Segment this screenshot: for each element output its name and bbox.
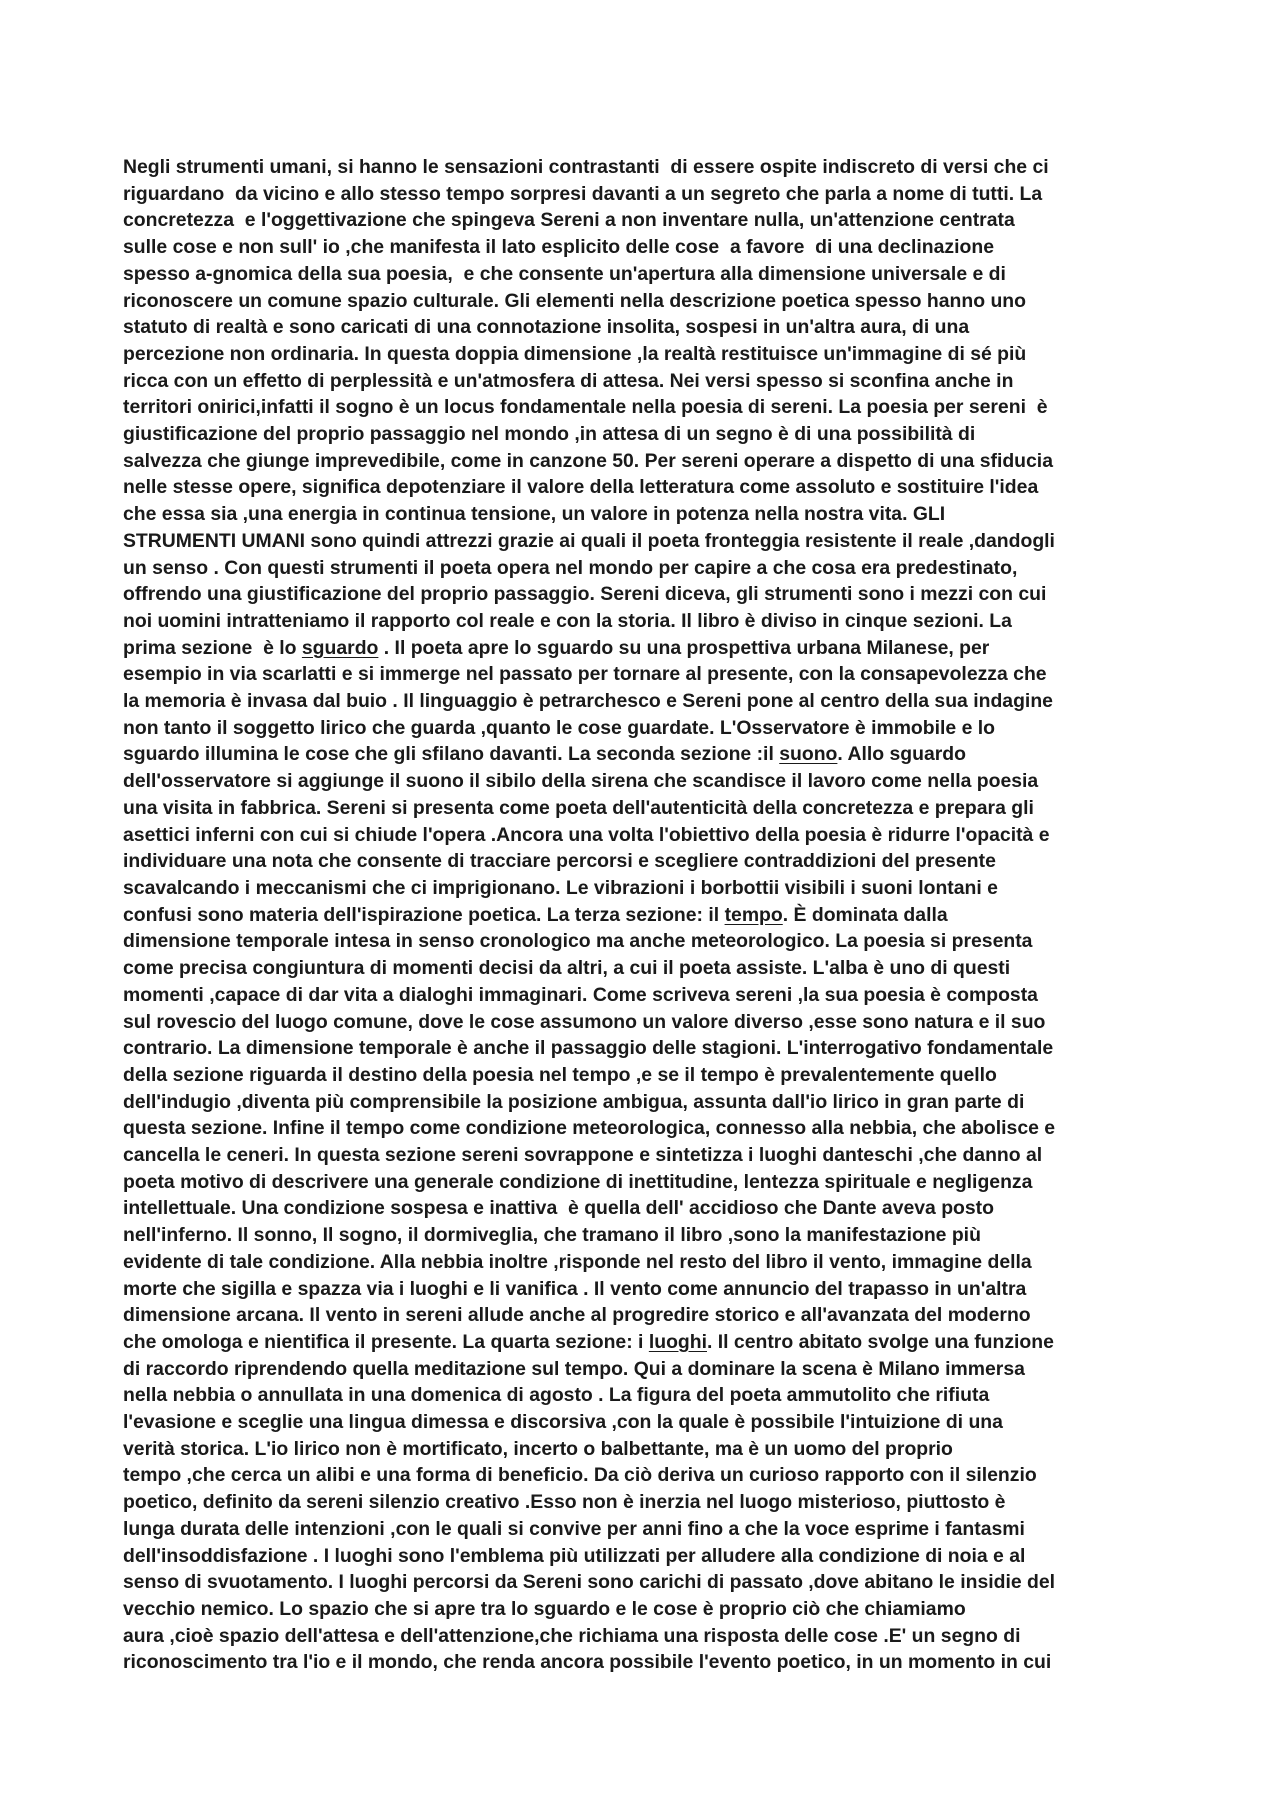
text-line: verità storica. L'io lirico non è mortificato, incerto o balbettante, ma è un uomo del proprio: [123, 1437, 953, 1460]
text-line: tempo ,che cerca un alibi e una forma di beneficio. Da ciò deriva un curioso rapporto con il silenzio: [123, 1464, 1037, 1487]
text-line: sulle cose e non sull' io ,che manifesta il lato esplicito delle cose a favore di una declinazione: [123, 236, 994, 259]
text-line: salvezza che giunge imprevedibile, come in canzone 50. Per sereni operare a dispetto di una sfiducia: [123, 449, 1053, 472]
section-term-tempo: tempo: [724, 903, 783, 926]
text-line: esempio in via scarlatti e si immerge nel passato per tornare al presente, con la consapevolezza che: [123, 663, 1047, 686]
text-line: dell'insoddisfazione . I luoghi sono l'emblema più utilizzati per alludere alla condizione di noia e al: [123, 1544, 1026, 1567]
text-fragment: prima sezione è lo: [123, 636, 302, 659]
text-line: cancella le ceneri. In questa sezione sereni sovrappone e sintetizza i luoghi danteschi ,che danno al: [123, 1144, 1043, 1167]
text-line: ricca con un effetto di perplessità e un'atmosfera di attesa. Nei versi spesso si sconfina anche in: [123, 369, 1014, 392]
text-line: di raccordo riprendendo quella meditazione sul tempo. Qui a dominare la scena è Milano immersa: [123, 1357, 1025, 1380]
text-line: noi uomini intratteniamo il rapporto col reale e con la storia. Il libro è diviso in cinque sezioni. La: [123, 609, 1012, 632]
text-line: individuare una nota che consente di tracciare percorsi e scegliere contraddizioni del presente: [123, 850, 996, 873]
text-line: intellettuale. Una condizione sospesa e inattiva è quella dell' accidioso che Dante aveva posto: [123, 1197, 994, 1220]
text-line: nelle stesse opere, significa depotenziare il valore della letteratura come assoluto e sostituire l'idea: [123, 476, 1039, 499]
text-line: che essa sia ,una energia in continua tensione, un valore in potenza nella nostra vita. GLI: [123, 503, 946, 526]
text-line: una visita in fabbrica. Sereni si presenta come poeta dell'autenticità della concretezza e prepara gli: [123, 796, 1034, 819]
text-line: evidente di tale condizione. Alla nebbia inoltre ,risponde nel resto del libro il vento, immagine della: [123, 1250, 1032, 1273]
text-line: un senso . Con questi strumenti il poeta opera nel mondo per capire a che cosa era predestinato,: [123, 556, 1018, 579]
text-line: contrario. La dimensione temporale è anche il passaggio delle stagioni. L'interrogativo fondamentale: [123, 1037, 1054, 1060]
text-line: concretezza e l'oggettivazione che spingeva Sereni a non inventare nulla, un'attenzione centrata: [123, 209, 1015, 232]
text-line: questa sezione. Infine il tempo come condizione meteorologica, connesso alla nebbia, che abolisce e: [123, 1117, 1056, 1140]
text-line: poetico, definito da sereni silenzio creativo .Esso non è inerzia nel luogo misterioso, piuttosto è: [123, 1491, 1006, 1514]
text-line: poeta motivo di descrivere una generale condizione di inettitudine, lentezza spirituale e negligenza: [123, 1170, 1033, 1193]
text-line: asettici inferni con cui si chiude l'opera .Ancora una volta l'obiettivo della poesia è ridurre l'opacità e: [123, 823, 1050, 846]
text-line: l'evasione e sceglie una lingua dimessa e discorsiva ,con la quale è possibile l'intuizione di una: [123, 1411, 1003, 1434]
text-line: spesso a-gnomica della sua poesia, e che consente un'apertura alla dimensione universale e di: [123, 262, 1006, 285]
text-line: STRUMENTI UMANI sono quindi attrezzi grazie ai quali il poeta fronteggia resistente il reale ,dandogli: [123, 529, 1055, 552]
text-line: giustificazione del proprio passaggio nel mondo ,in attesa di un segno è di una possibilità di: [123, 423, 976, 446]
text-line: la memoria è invasa dal buio . Il linguaggio è petrarchesco e Sereni pone al centro della sua indagine: [123, 690, 1053, 713]
text-line: della sezione riguarda il destino della poesia nel tempo ,e se il tempo è prevalentemente quello: [123, 1063, 997, 1086]
text-line: momenti ,capace di dar vita a dialoghi immaginari. Come scriveva sereni ,la sua poesia è composta: [123, 983, 1038, 1006]
text-line: dell'indugio ,diventa più comprensibile la posizione ambigua, assunta dall'io lirico in gran parte di: [123, 1090, 1025, 1113]
text-line-section-suono: [123, 741, 1163, 768]
text-line: riguardano da vicino e allo stesso tempo sorpresi davanti a un segreto che parla a nome di tutti. La: [123, 182, 1043, 205]
text-line: dell'osservatore si aggiunge il suono il sibilo della sirena che scandisce il lavoro come nella poesia: [123, 770, 1039, 793]
text-line-section-tempo: [123, 902, 1163, 929]
text-line: offrendo una giustificazione del proprio passaggio. Sereni diceva, gli strumenti sono i mezzi con cui: [123, 583, 1047, 606]
section-term-suono: suono: [779, 743, 838, 766]
text-line-section-sguardo: [123, 635, 1163, 662]
text-fragment: sguardo illumina le cose che gli sfilano davanti. La seconda sezione :il: [123, 743, 780, 766]
text-line: vecchio nemico. Lo spazio che si apre tra lo sguardo e le cose è proprio ciò che chiamiamo: [123, 1597, 966, 1620]
text-fragment: . Allo sguardo: [837, 743, 966, 766]
document-body: [123, 154, 1163, 1676]
text-fragment: . Il poeta apre lo sguardo su una prospettiva urbana Milanese, per: [378, 636, 990, 659]
text-fragment: che omologa e nientifica il presente. La quarta sezione: i: [123, 1330, 649, 1353]
text-line: lunga durata delle intenzioni ,con le quali si convive per anni fino a che la voce esprime i fantasmi: [123, 1517, 1025, 1540]
text-line: nella nebbia o annullata in una domenica di agosto . La figura del poeta ammutolito che rifiuta: [123, 1384, 990, 1407]
text-line: aura ,cioè spazio dell'attesa e dell'attenzione,che richiama una risposta delle cose .E' un segno di: [123, 1624, 1021, 1647]
text-fragment: . Il centro abitato svolge una funzione: [707, 1330, 1054, 1353]
text-line-section-luoghi: [123, 1329, 1163, 1356]
text-line: nell'inferno. Il sonno, Il sogno, il dormiveglia, che tramano il libro ,sono la manifestazione più: [123, 1224, 981, 1247]
text-fragment: confusi sono materia dell'ispirazione poetica. La terza sezione: il: [123, 903, 725, 926]
text-line: scavalcando i meccanismi che ci imprigionano. Le vibrazioni i borbottii visibili i suoni lontani e: [123, 876, 998, 899]
text-line: riconoscimento tra l'io e il mondo, che renda ancora possibile l'evento poetico, in un momento in cui: [123, 1651, 1052, 1674]
section-term-sguardo: sguardo: [301, 636, 379, 659]
text-line: dimensione temporale intesa in senso cronologico ma anche meteorologico. La poesia si presenta: [123, 930, 1033, 953]
text-line: dimensione arcana. Il vento in sereni allude anche al progredire storico e all'avanzata del moderno: [123, 1304, 1031, 1327]
text-line: non tanto il soggetto lirico che guarda ,quanto le cose guardate. L'Osservatore è immobile e lo: [123, 716, 995, 739]
text-line: riconoscere un comune spazio culturale. Gli elementi nella descrizione poetica spesso hanno uno: [123, 289, 1026, 312]
section-term-luoghi: luoghi: [648, 1330, 707, 1353]
text-line: sul rovescio del luogo comune, dove le cose assumono un valore diverso ,esse sono natura e il suo: [123, 1010, 1046, 1033]
text-fragment: . È dominata dalla: [782, 903, 948, 926]
text-line: territori onirici,infatti il sogno è un locus fondamentale nella poesia di sereni. La poesia per sereni è: [123, 396, 1048, 419]
text-line: morte che sigilla e spazza via i luoghi e li vanifica . Il vento come annuncio del trapasso in un'altra: [123, 1277, 1027, 1300]
text-line: senso di svuotamento. I luoghi percorsi da Sereni sono carichi di passato ,dove abitano le insidie del: [123, 1571, 1056, 1594]
text-line: statuto di realtà e sono caricati di una connotazione insolita, sospesi in un'altra aura, di una: [123, 316, 970, 339]
text-line: come precisa congiuntura di momenti decisi da altri, a cui il poeta assiste. L'alba è uno di questi: [123, 957, 1011, 980]
text-line: percezione non ordinaria. In questa doppia dimensione ,la realtà restituisce un'immagine di sé più: [123, 342, 1027, 365]
text-line: Negli strumenti umani, si hanno le sensazioni contrastanti di essere ospite indiscreto di versi che ci: [123, 156, 1049, 178]
